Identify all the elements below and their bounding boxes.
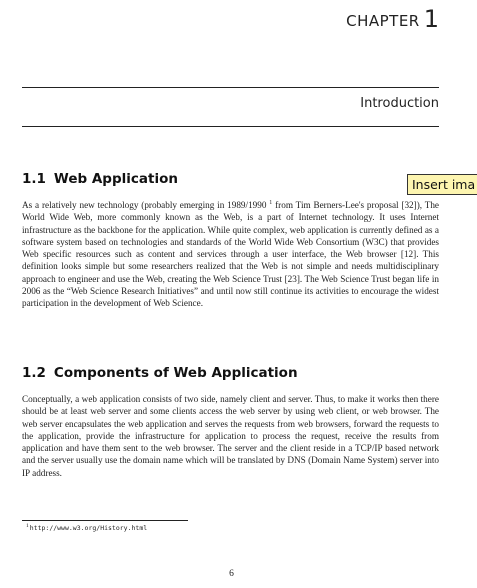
chapter-heading <box>346 4 439 32</box>
section-title: Web Application <box>53 171 178 187</box>
section-number: 1.2 <box>22 365 46 381</box>
footnote-marker[interactable]: 1 <box>269 199 273 206</box>
section-number: 1.1 <box>22 171 46 187</box>
footnote-rule <box>22 520 188 521</box>
paragraph-text-after-footnote: from Tim Berners-Lee's proposal [32]), The World Wide Web, more commonly known as the Web, is a part of Internet technology. It uses Internet infrastructure as the backbone for the application. While quite complex, web application is currently defined as a software system based on technologies and standards of the World Wide Web Consortium (W3C) that provides Web specific resources such as content and services through a user interface, the Web browser [12]. This definition looks simple but some researchers realized that the Web is not simple and needs multidisciplinary approach to engineer and use the Web, creating the Web Science Trust [23]. The Web Science Trust began life in 2006 as the “Web Science Research Initiatives” and until now still continue its activities to encourage the widest participation in the development of Web Science. <box>22 200 440 308</box>
paragraph-text-before-footnote: As a relatively new technology (probably emerging in 1989/1990 <box>22 200 267 210</box>
section-title: Components of Web Application <box>53 365 298 381</box>
section-paragraph-components: Conceptually, a web application consists of two side, namely client and server. Thus, to make it works then there should be at least web server and some clients access the web server by using web client, or web browser. The web server encapsulates the web application and serves the requests from web browsers, forward the requests to the application, provide the infrastructure for application to process the request, receive the results from application and have them sent to the web browser. The server and the client reside in a TCP/IP based network and the server usually use the domain name which will be translated by DNS (Domain Name System) server into IP address. <box>22 394 439 478</box>
header-rule-bottom <box>22 126 439 127</box>
chapter-title: Introduction <box>360 96 439 111</box>
section-paragraph-web-application <box>22 199 439 309</box>
section-heading-components <box>22 365 298 381</box>
chapter-number: 1 <box>423 5 439 33</box>
section-heading-web-application <box>22 171 178 187</box>
header-rule-top <box>22 87 439 88</box>
footnote-url[interactable]: http://www.w3.org/History.html <box>29 524 148 532</box>
footnote <box>26 524 147 532</box>
footnote-number: 1 <box>26 522 29 529</box>
insert-image-button[interactable]: Insert ima <box>407 174 477 195</box>
page-number: 6 <box>229 569 234 579</box>
chapter-word: CHAPTER <box>346 12 420 30</box>
